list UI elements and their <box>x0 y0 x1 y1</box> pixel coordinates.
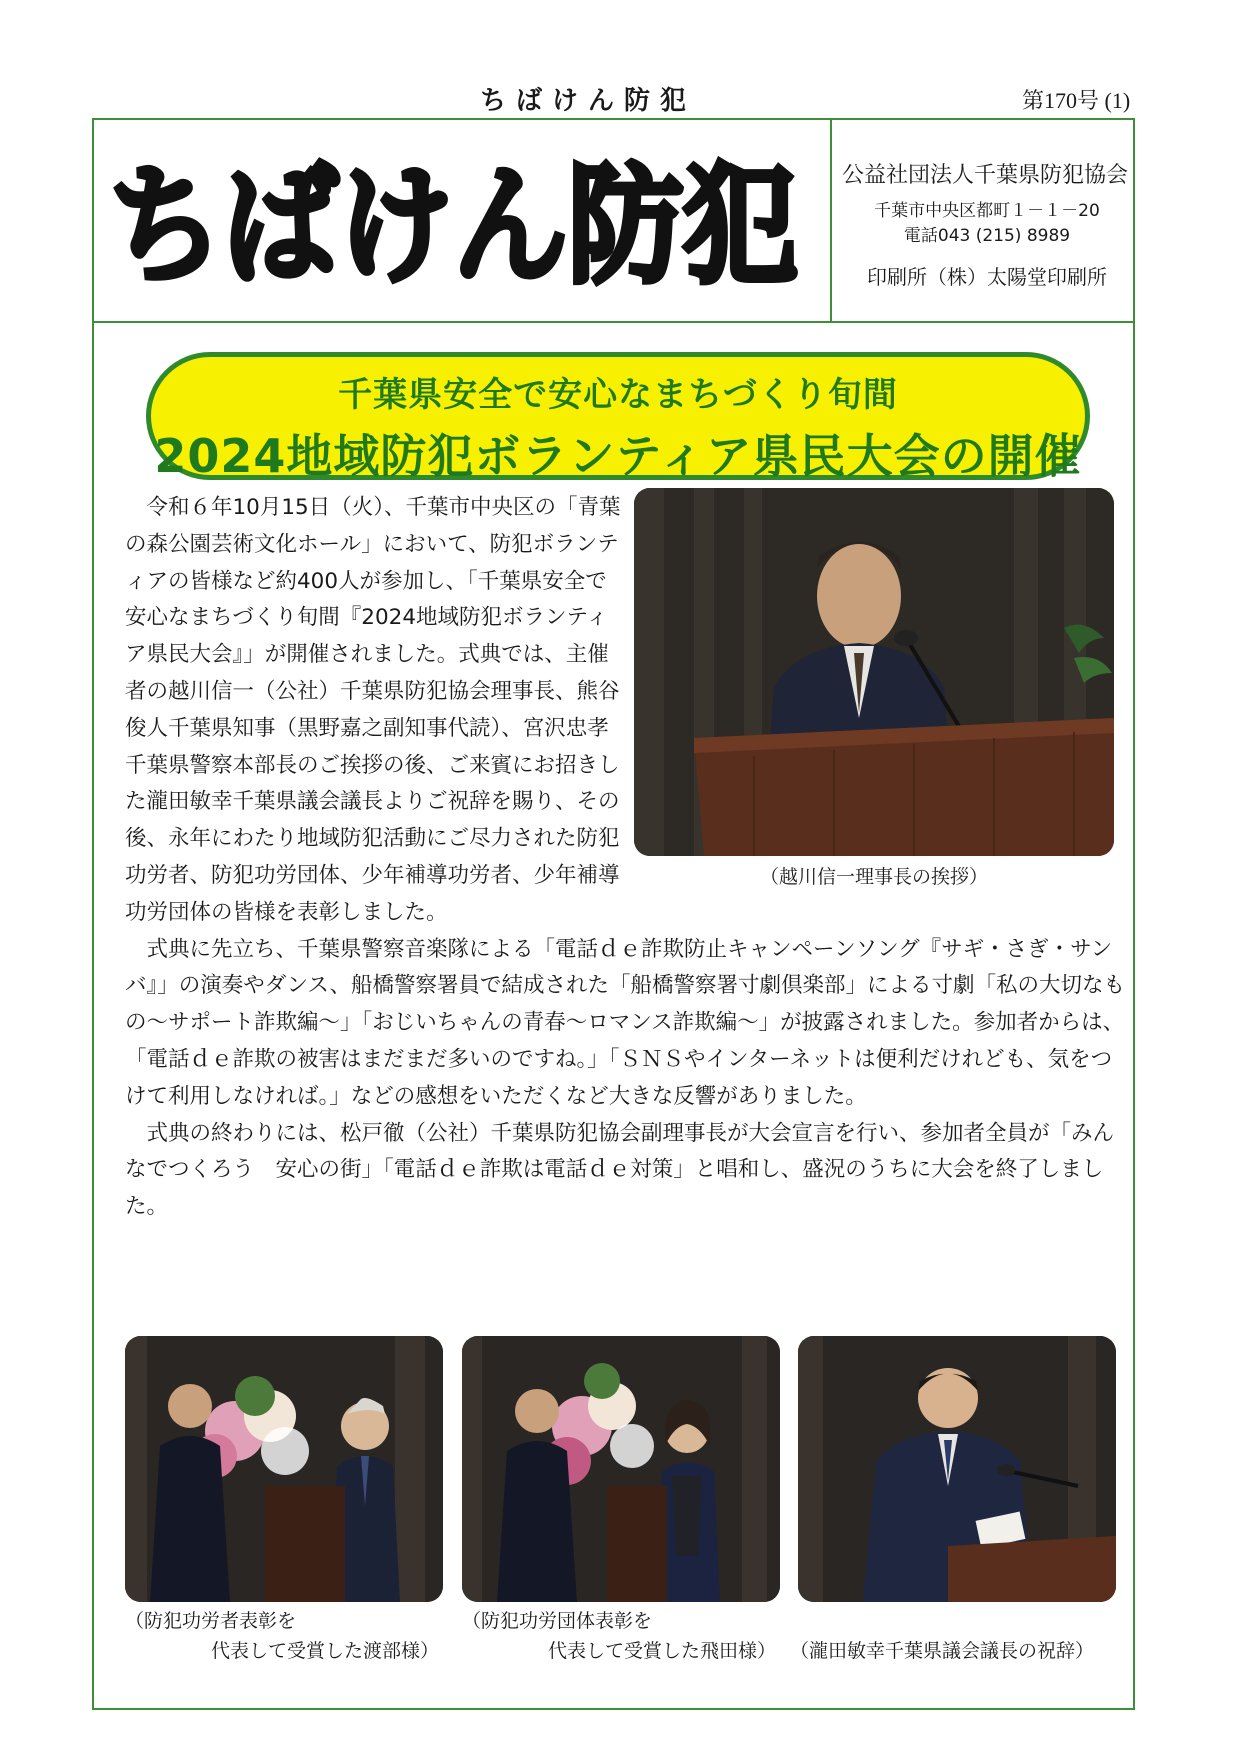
headline-banner <box>146 352 1090 483</box>
masthead-divider <box>830 118 832 323</box>
article-paragraph: 令和６年10月15日（火）、千葉市中央区の「青葉の森公園芸術文化ホール」において、防犯ボランティアの皆様など約400人が参加し、「千葉県安全で安心なまちづくり旬間『2024地域防犯ボランティア県民大会』」が開催されました。式典では、主催者の越川信一（公社）千葉県防犯協会理事長、熊谷俊人千葉県知事（黒野嘉之副知事代読）、宮沢忠孝千葉県警察本部長のご挨拶の後、ご来賓にお招きした瀧田敏幸千葉県議会議長よりご祝辞を賜り、その後、永年にわたり地域防犯活動にご尽力された防犯功労者、防犯功労団体、少年補導功労者、少年補導功労団体の皆様を表彰しました。 <box>125 495 621 925</box>
award-photo-2-caption <box>462 1606 776 1666</box>
award-photo-2 <box>462 1336 780 1602</box>
masthead-logo <box>108 130 808 310</box>
award-photo-1-caption <box>125 1606 439 1666</box>
award-photo-1 <box>125 1336 443 1602</box>
printer-name: 印刷所（株）太陽堂印刷所 <box>867 265 1107 289</box>
award-photo-2-caption-line1: （防犯功労団体表彰を <box>462 1610 653 1632</box>
congratulatory-speech-photo <box>798 1336 1116 1602</box>
publisher-info <box>842 158 1132 290</box>
publisher-phone: 電話043 (215) 8989 <box>903 226 1071 246</box>
chairman-speech-photo <box>634 488 1114 856</box>
running-title: ちばけん防犯 <box>480 86 697 116</box>
publisher-address: 千葉市中央区都町１－１－20 <box>874 201 1100 221</box>
publisher-name: 公益社団法人千葉県防犯協会 <box>842 163 1129 188</box>
headline-title: 2024地域防犯ボランティア県民大会の開催 <box>154 429 1082 483</box>
issue-number: 第170号 (1) <box>1022 88 1131 113</box>
masthead-logo-text: ちばけん防犯 <box>108 152 798 301</box>
award-photo-2-caption-line2: 代表して受賞した飛田様） <box>548 1640 777 1662</box>
article-paragraph: 式典に先立ち、千葉県警察音楽隊による「電話ｄｅ詐欺防止キャンペーンソング『サギ・さぎ・サンバ』」の演奏やダンス、船橋警察署員で結成された「船橋警察署寸劇倶楽部」による寸劇「私の大切なもの～サポート詐欺編～」「おじいちゃんの青春～ロマンス詐欺編～」が披露されました。参加者からは、「電話ｄｅ詐欺の被害はまだまだ多いのですね。」「ＳＮＳやインターネットは便利だけれども、気をつけて利用しなければ。」などの感想をいただくなど大きな反響がありました。 <box>125 936 1125 1109</box>
main-photo-caption: （越川信一理事長の挨拶） <box>760 866 989 888</box>
article-paragraph: 式典の終わりには、松戸徹（公社）千葉県防犯協会副理事長が大会宣言を行い、参加者全員が「みんなでつくろう 安心の街」「電話ｄｅ詐欺は電話ｄｅ対策」と唱和し、盛況のうちに大会を終了しました。 <box>125 1120 1115 1220</box>
award-photo-1-caption-line1: （防犯功労者表彰を <box>125 1610 297 1632</box>
award-photo-1-caption-line2: 代表して受賞した渡部様） <box>211 1640 440 1662</box>
headline-subtitle: 千葉県安全で安心なまちづくり旬間 <box>338 375 898 415</box>
congratulatory-speech-caption: （瀧田敏幸千葉県議会議長の祝辞） <box>790 1640 1095 1662</box>
